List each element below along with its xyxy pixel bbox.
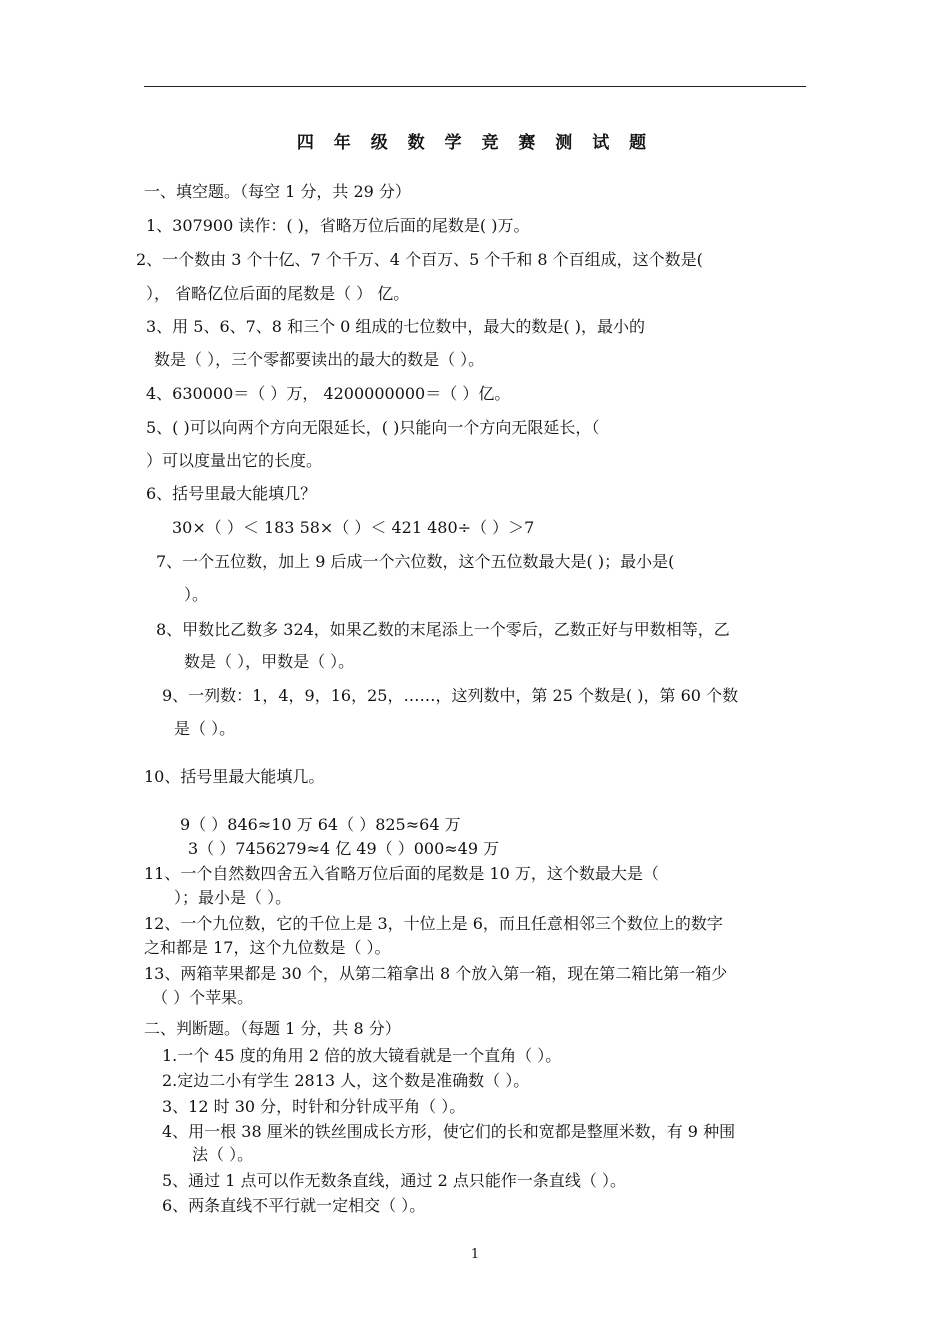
judgement-line: 2.定边二小有学生 2813 人，这个数是准确数（ ）。 [162, 1071, 530, 1090]
question-line: 6、括号里最大能填几？ [146, 484, 317, 503]
question-line: 7、一个五位数，加上 9 后成一个六位数，这个五位数最大是( )；最小是( [156, 552, 675, 571]
page-number: 1 [470, 1247, 480, 1262]
header-rule [144, 86, 806, 87]
question-line: 9（ ）846≈10 万 64（ ）825≈64 万 [180, 815, 461, 834]
section-heading-true-false: 二、判断题。（每题 1 分，共 8 分） [144, 1019, 401, 1038]
question-line: 9、一列数：1，4，9，16，25，……，这列数中，第 25 个数是( )，第 60 个数 [162, 686, 739, 705]
question-line: ）。 [184, 585, 209, 604]
question-line: 30×（ ）＜ 183 58×（ ）＜ 421 480÷（ ）＞7 [172, 518, 535, 537]
question-line: ）；最小是（ ）。 [174, 888, 292, 907]
question-line: 数是（ ），三个零都要读出的最大的数是（ ）。 [154, 350, 485, 369]
question-line: ）， 省略亿位后面的尾数是（ ） 亿。 [146, 284, 410, 303]
question-line: 3（ ）7456279≈4 亿 49（ ）000≈49 万 [188, 839, 500, 858]
question-line: 10、括号里最大能填几。 [144, 767, 325, 786]
question-line: （ ）个苹果。 [152, 988, 254, 1007]
question-line: 3、用 5、6、7、8 和三个 0 组成的七位数中，最大的数是( )，最小的 [146, 317, 645, 336]
question-line: 11、一个自然数四舍五入省略万位后面的尾数是 10 万，这个数最大是（ [144, 864, 659, 883]
judgement-line: 1.一个 45 度的角用 2 倍的放大镜看就是一个直角（ ）。 [162, 1046, 562, 1065]
section-heading-fill-blank: 一、填空题。（每空 1 分，共 29 分） [144, 182, 411, 201]
question-line: ）可以度量出它的长度。 [146, 451, 323, 470]
page-title: 四 年 级 数 学 竞 赛 测 试 题 [296, 133, 654, 153]
judgement-line: 5、通过 1 点可以作无数条直线，通过 2 点只能作一条直线（ ）。 [162, 1171, 626, 1190]
question-line: 5、( )可以向两个方向无限延长，( )只能向一个方向无限延长，（ [146, 418, 600, 437]
question-line: 是（ ）。 [174, 719, 236, 738]
question-line: 8、甲数比乙数多 324，如果乙数的末尾添上一个零后，乙数正好与甲数相等，乙 [156, 620, 730, 639]
question-line: 13、两箱苹果都是 30 个，从第二箱拿出 8 个放入第一箱，现在第二箱比第一箱少 [144, 964, 728, 983]
judgement-line: 3、12 时 30 分，时针和分针成平角（ ）。 [162, 1097, 466, 1116]
question-line: 4、630000＝（ ）万， 4200000000＝（ ）亿。 [146, 384, 511, 403]
question-line: 数是（ ），甲数是（ ）。 [184, 652, 355, 671]
question-line: 2、一个数由 3 个十亿、7 个千万、4 个百万、5 个千和 8 个百组成，这个数是( [136, 250, 703, 269]
judgement-line: 法（ ）。 [192, 1145, 254, 1164]
question-line: 之和都是 17，这个九位数是（ ）。 [144, 938, 391, 957]
question-line: 12、一个九位数，它的千位上是 3，十位上是 6，而且任意相邻三个数位上的数字 [144, 914, 723, 933]
judgement-line: 4、用一根 38 厘米的铁丝围成长方形，使它们的长和宽都是整厘米数，有 9 种围 [162, 1122, 736, 1141]
judgement-line: 6、两条直线不平行就一定相交（ ）。 [162, 1196, 426, 1215]
question-line: 1、307900 读作：( )，省略万位后面的尾数是( )万。 [146, 216, 530, 235]
